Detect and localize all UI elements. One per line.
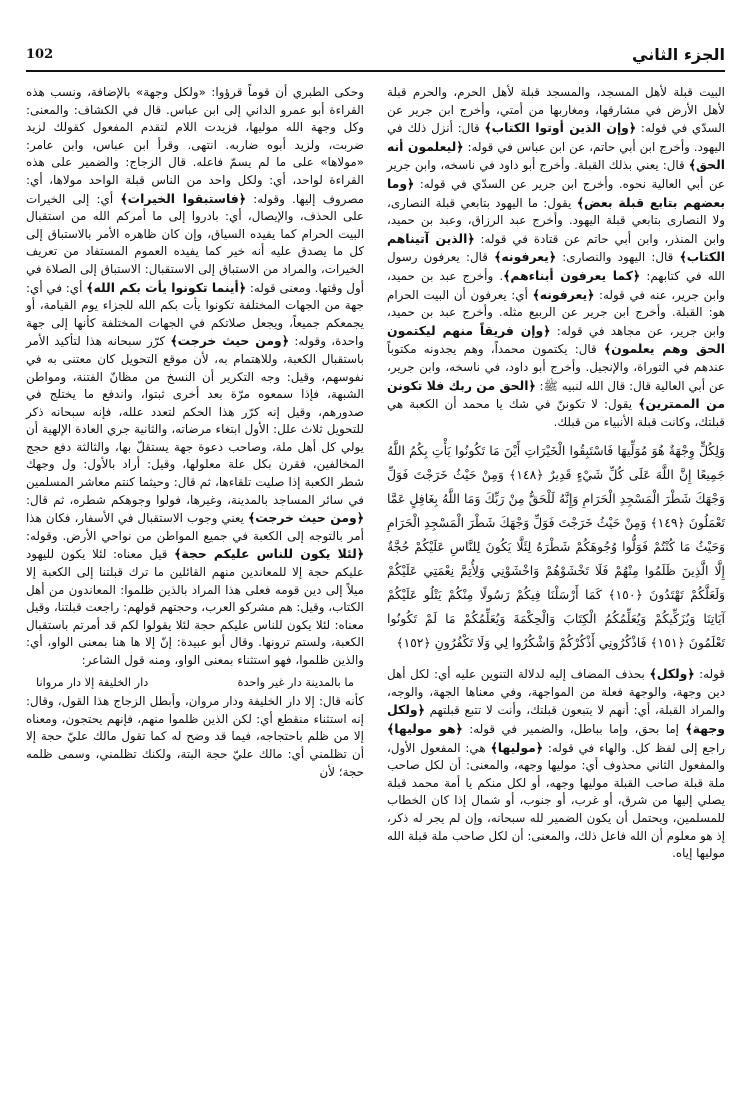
left-column xyxy=(26,84,364,781)
running-title: الجزء الثاني xyxy=(632,45,725,64)
quoted-verse: ﴿ومن حيث خرجت﴾ xyxy=(170,333,290,349)
quoted-verse: ﴿وما بعضهم بتابع قبلة بعض﴾ xyxy=(387,175,725,210)
quoted-verse: ﴿لئلا يكون للناس عليكم حجة﴾ xyxy=(174,546,364,562)
left-column-paragraph-1: وحكى الطبري أن قوماً قرؤوا: «ولكل وجهة» بالإضافة، ونسب هذه القراءة أبو عمرو الداني إلى ابن عباس. قال في الكشاف: والمعنى: وكل وجهة الله موليها، فزيدت اللام لتقدم المفعول كقولك لزيد ضربت، ولزيد أبوه ضاربه. انتهى. وقرأ ابن عباس، وابن عامر: «مولاها» على ما لم يسمّ فاعله. قال الزجاج: والضمير على هذه القراءة لواحد، أي: ولكل واحد من الناس قبلة الواحد مولاها، أي: مصروف إليها. وقوله: ﴿فاستبقوا الخيرات﴾ أي: إلى الخيرات على الحذف، والإيصال، أي: بادروا إلى ما أمركم الله من استقبال البيت الحرام كما يفيده السياق، وإن كان ظاهره الأمر بالاستباق إلى كل ما يصدق عليه أنه خير كما يفيده العموم المستفاد من تعريف الخيرات، والمراد من الاستباق إلى الاستقبال: الاستباق إلى الصلاة في أول وقتها. ومعنى قوله: ﴿أينما تكونوا يأت بكم الله﴾ أي: في أي: جهة من الجهات المختلفة تكونوا يأت بكم الله للجزاء يوم القيامة، أو يجمعكم جميعاً، ويجعل صلاتكم في الجهات المختلفة كأنها إلى جهة واحدة، وقوله: ﴿ومن حيث خرجت﴾ كرّر سبحانه هذا لتأكيد الأمر باستقبال الكعبة، وللاهتمام به، لأن موقع التحويل كان معتنى به في نفوسهم، وقيل: وجه التكرير أن النسخ من مظانّ الفتنة، ومواطن الشبهة، فإذا سمعوه مرّة بعد أخرى ثبتوا، واندفع ما يختلج في صدورهم، وقيل إنه كرّر هذا الحكم لتعدد علله، فإنه سبحانه ذكر للتحويل ثلاث علل: الأول ابتغاء مرضاته، والثانية جري العادة الإلهية أن يولي كل أهل ملة، وصاحب دعوة جهة يستقلّ بها، والثالثة دفع حجج المخالفين، فقرن بكل علة معلولها، وقيل: أراد بالأول: ول وجهك شطر الكعبة إذا صليت تلقاءها، ثم قال: وحيثما كنتم معاشر المسلمين في سائر المساجد بالمدينة، وغيرها، فولوا وجوهكم شطره، ثم قال: ﴿ومن حيث خرجت﴾ يعني وجوب الاستقبال في الأسفار، فكان هذا أمر بالتوجه إلى الكعبة في جميع المواطن من نواحي الأرض. وقوله: ﴿لئلا يكون للناس عليكم حجة﴾ قيل معناه: لئلا يكون لليهود عليكم حجة إلا للمعاندين منهم القائلين ما ترك قبلتنا إلى الكعبة إلا ميلاً إلى دين قومه فعلى هذا المراد بالذين ظلموا: المعاندون من أهل الكتاب، وقيل: هم مشركو العرب، وحجتهم قولهم: راجعت قبلتنا، وقيل معناه: لئلا يكون للناس عليكم حجة لئلا يقولوا لكم قد أمرتم باستقبال الكعبة، ولستم ترونها. وقال أبو عبيدة: إنّ إلا ها هنا بمعنى الواو، أي: والذين ظلموا، فهو استثناء بمعنى الواو، ومنه قول الشاعر: xyxy=(26,85,365,667)
page-header xyxy=(26,38,725,68)
poem-second-hemistich: دار الخليفة إلا دار مروانا xyxy=(36,674,149,689)
right-column xyxy=(387,84,725,863)
poem-verse xyxy=(26,674,364,692)
quoted-verse: ﴿يعرفونه﴾ xyxy=(494,249,557,265)
right-column-paragraph-1: البيت قبلة لأهل المسجد، والمسجد قبلة لأهل الحرم، والحرم قبلة لأهل الأرض في مشارقها، ومغاربها من أمتي، وأخرج ابن جرير عن السدّي في قوله: ﴿وإن الذين أوتوا الكتاب﴾ قال: أنزل ذلك في اليهود. وأخرج ابن أبي حاتم، عن ابن عباس في قوله: ﴿ليعلمون أنه الحق﴾ قال: يعني بذلك القبلة. وأخرج أبو داود في ناسخه، وابن جرير عن أبي العالية نحوه. وأخرج ابن جرير عن السدّي في قوله: ﴿وما بعضهم بتابع قبلة بعض﴾ يقول: ما اليهود بتابعي قبلة النصارى، ولا النصارى بتابعي قبلة اليهود. وأخرج عبد الرزاق، وعبد بن حميد، وابن المنذر، وابن أبي حاتم عن قتادة في قوله: ﴿الذين آتيناهم الكتاب﴾ قال: اليهود والنصارى: ﴿يعرفونه﴾ قال: يعرفون رسول الله في كتابهم: ﴿كما يعرفون أبناءهم﴾. وأخرج عبد بن حميد، وابن جرير، عنه في قوله: ﴿يعرفونه﴾ أي: يعرفون أن البيت الحرام هو: القبلة. وأخرج ابن جرير عن الربيع مثله. وأخرج عبد بن حميد، وابن جرير، عن مجاهد في قوله: ﴿وإن فريقاً منهم ليكتمون الحق وهم يعلمون﴾ قال: يكتمون محمداً، وهم يجدونه مكتوباً عندهم في التوراة، والإنجيل. وأخرج أبو داود، في ناسخه، وابن جرير، عن أبي العالية قال: قال الله لنبيه ﷺ: ﴿الحق من ربك فلا تكونن من الممترين﴾ يقول: لا تكوننّ في شك يا محمد أن الكعبة هي قبلتك، وكانت قبلة الأنبياء من قبلك. xyxy=(387,85,726,429)
quoted-verse: ﴿كما يعرفون أبناءهم﴾ xyxy=(503,267,641,283)
quoted-verse: ﴿ليعلمون أنه الحق﴾ xyxy=(387,138,725,173)
right-column-paragraph-2: قوله: ﴿ولكل﴾ بحذف المضاف إليه لدلالة التنوين عليه أي: لكل أهل دين وجهة، والوجهة فعلة من المواجهة، وفي معناها الجهة، والوجه، والمراد القبلة، أي: أنهم لا يتبعون قبلتك، وأنت لا تتبع قبلتهم ﴿ولكل وجهة﴾ إما بحق، وإما بباطل، والضمير في قوله: ﴿هو موليها﴾ راجع إلى لفظ كل. والهاء في قوله: ﴿موليها﴾ هي: المفعول الأول، والمفعول الثاني محذوف أي: موليها وجهه، والمعنى: أن لكل صاحب ملة قبلة صاحب القبلة موليها وجهه، أو لكل منكم يا أمة محمد قبلة يصلي إليها من شرق، أو غرب، أو جنوب، أو شمال إذا كان الخطاب للمسلمين، ويحتمل أن يكون الضمير لله سبحانه، وإن لم يجر له ذكر، إذ هو معلوم أن الله فاعل ذلك، والمعنى: أن لكل صاحب ملة قبلة الله موليها إياه. xyxy=(387,666,725,861)
quoted-verse: ﴿أينما تكونوا يأت بكم الله﴾ xyxy=(86,279,247,295)
poem-first-hemistich: ما بالمدينة دار غير واحدة xyxy=(237,674,354,689)
quoted-verse: ﴿فاستبقوا الخيرات﴾ xyxy=(120,190,247,206)
quran-passage: وَلِكُلٍّ وِجْهَةٌ هُوَ مُوَلِّيهَا فَاسْتَبِقُوا الْخَيْرَاتِ أَيْنَ مَا تَكُونُوا يَأْتِ بِكُمُ اللَّهُ جَمِيعًا إِنَّ اللَّهَ عَلَى كُلِّ شَيْءٍ قَدِيرٌ ﴿١٤٨﴾ وَمِنْ حَيْثُ خَرَجْتَ فَوَلِّ وَجْهَكَ شَطْرَ الْمَسْجِدِ الْحَرَامِ وَإِنَّهُ لَلْحَقُّ مِنْ رَبِّكَ وَمَا اللَّهُ بِغَافِلٍ عَمَّا تَعْمَلُونَ ﴿١٤٩﴾ وَمِنْ حَيْثُ خَرَجْتَ فَوَلِّ وَجْهَكَ شَطْرَ الْمَسْجِدِ الْحَرَامِ وَحَيْثُ مَا كُنْتُمْ فَوَلُّوا وُجُوهَكُمْ شَطْرَهُ لِئَلَّا يَكُونَ لِلنَّاسِ عَلَيْكُمْ حُجَّةٌ إِلَّا الَّذِينَ ظَلَمُوا مِنْهُمْ فَلَا تَخْشَوْهُمْ وَاخْشَوْنِي وَلِأُتِمَّ نِعْمَتِي عَلَيْكُمْ وَلَعَلَّكُمْ تَهْتَدُونَ ﴿١٥٠﴾ كَمَا أَرْسَلْنَا فِيكُمْ رَسُولًا مِنْكُمْ يَتْلُو عَلَيْكُمْ آيَاتِنَا وَيُزَكِّيكُمْ وَيُعَلِّمُكُمُ الْكِتَابَ وَالْحِكْمَةَ وَيُعَلِّمُكُمْ مَا لَمْ تَكُونُوا تَعْلَمُونَ ﴿١٥١﴾ فَاذْكُرُونِي أَذْكُرْكُمْ وَاشْكُرُوا لِي وَلَا تَكْفُرُونِ ﴿١٥٢﴾ xyxy=(387,443,726,651)
quoted-verse: ﴿الذين آتيناهم الكتاب﴾ xyxy=(387,230,725,265)
quoted-verse: ﴿ولكل وجهة﴾ xyxy=(387,702,725,737)
page-number: 102 xyxy=(26,47,54,62)
quoted-verse: ﴿وإن الذين أوتوا الكتاب﴾ xyxy=(484,120,637,136)
quoted-verse: ﴿يعرفونه﴾ xyxy=(532,286,595,302)
quoted-verse: ﴿ومن حيث خرجت﴾ xyxy=(248,510,364,526)
left-column-paragraph-2: كأنه قال: إلا دار الخليفة ودار مروان، وأبطل الزجاج هذا القول، وقال: إنه استثناء منقطع أي: لكن الذين ظلموا منهم، فإنهم يحتجون، ومعناه إلا من ظلم باحتجاجه، فيما قد وضح له كما تقول مالك عليّ حجة إلا أن تظلمني أي: مالك عليّ حجة البتة، ولكنك تظلمني، وسمى ظلمه حجة؛ لأن xyxy=(26,694,364,779)
quoted-verse: ﴿وإن فريقاً منهم ليكتمون الحق وهم يعلمون﴾ xyxy=(387,322,725,357)
header-rule xyxy=(26,70,725,72)
quoted-verse: ﴿موليها﴾ xyxy=(490,739,544,755)
quoted-verse: ﴿ولكل﴾ xyxy=(649,666,695,682)
quoted-verse: ﴿هو موليها﴾ xyxy=(387,721,463,737)
quoted-verse: ﴿الحق من ربك فلا تكونن من الممترين﴾ xyxy=(387,377,726,412)
